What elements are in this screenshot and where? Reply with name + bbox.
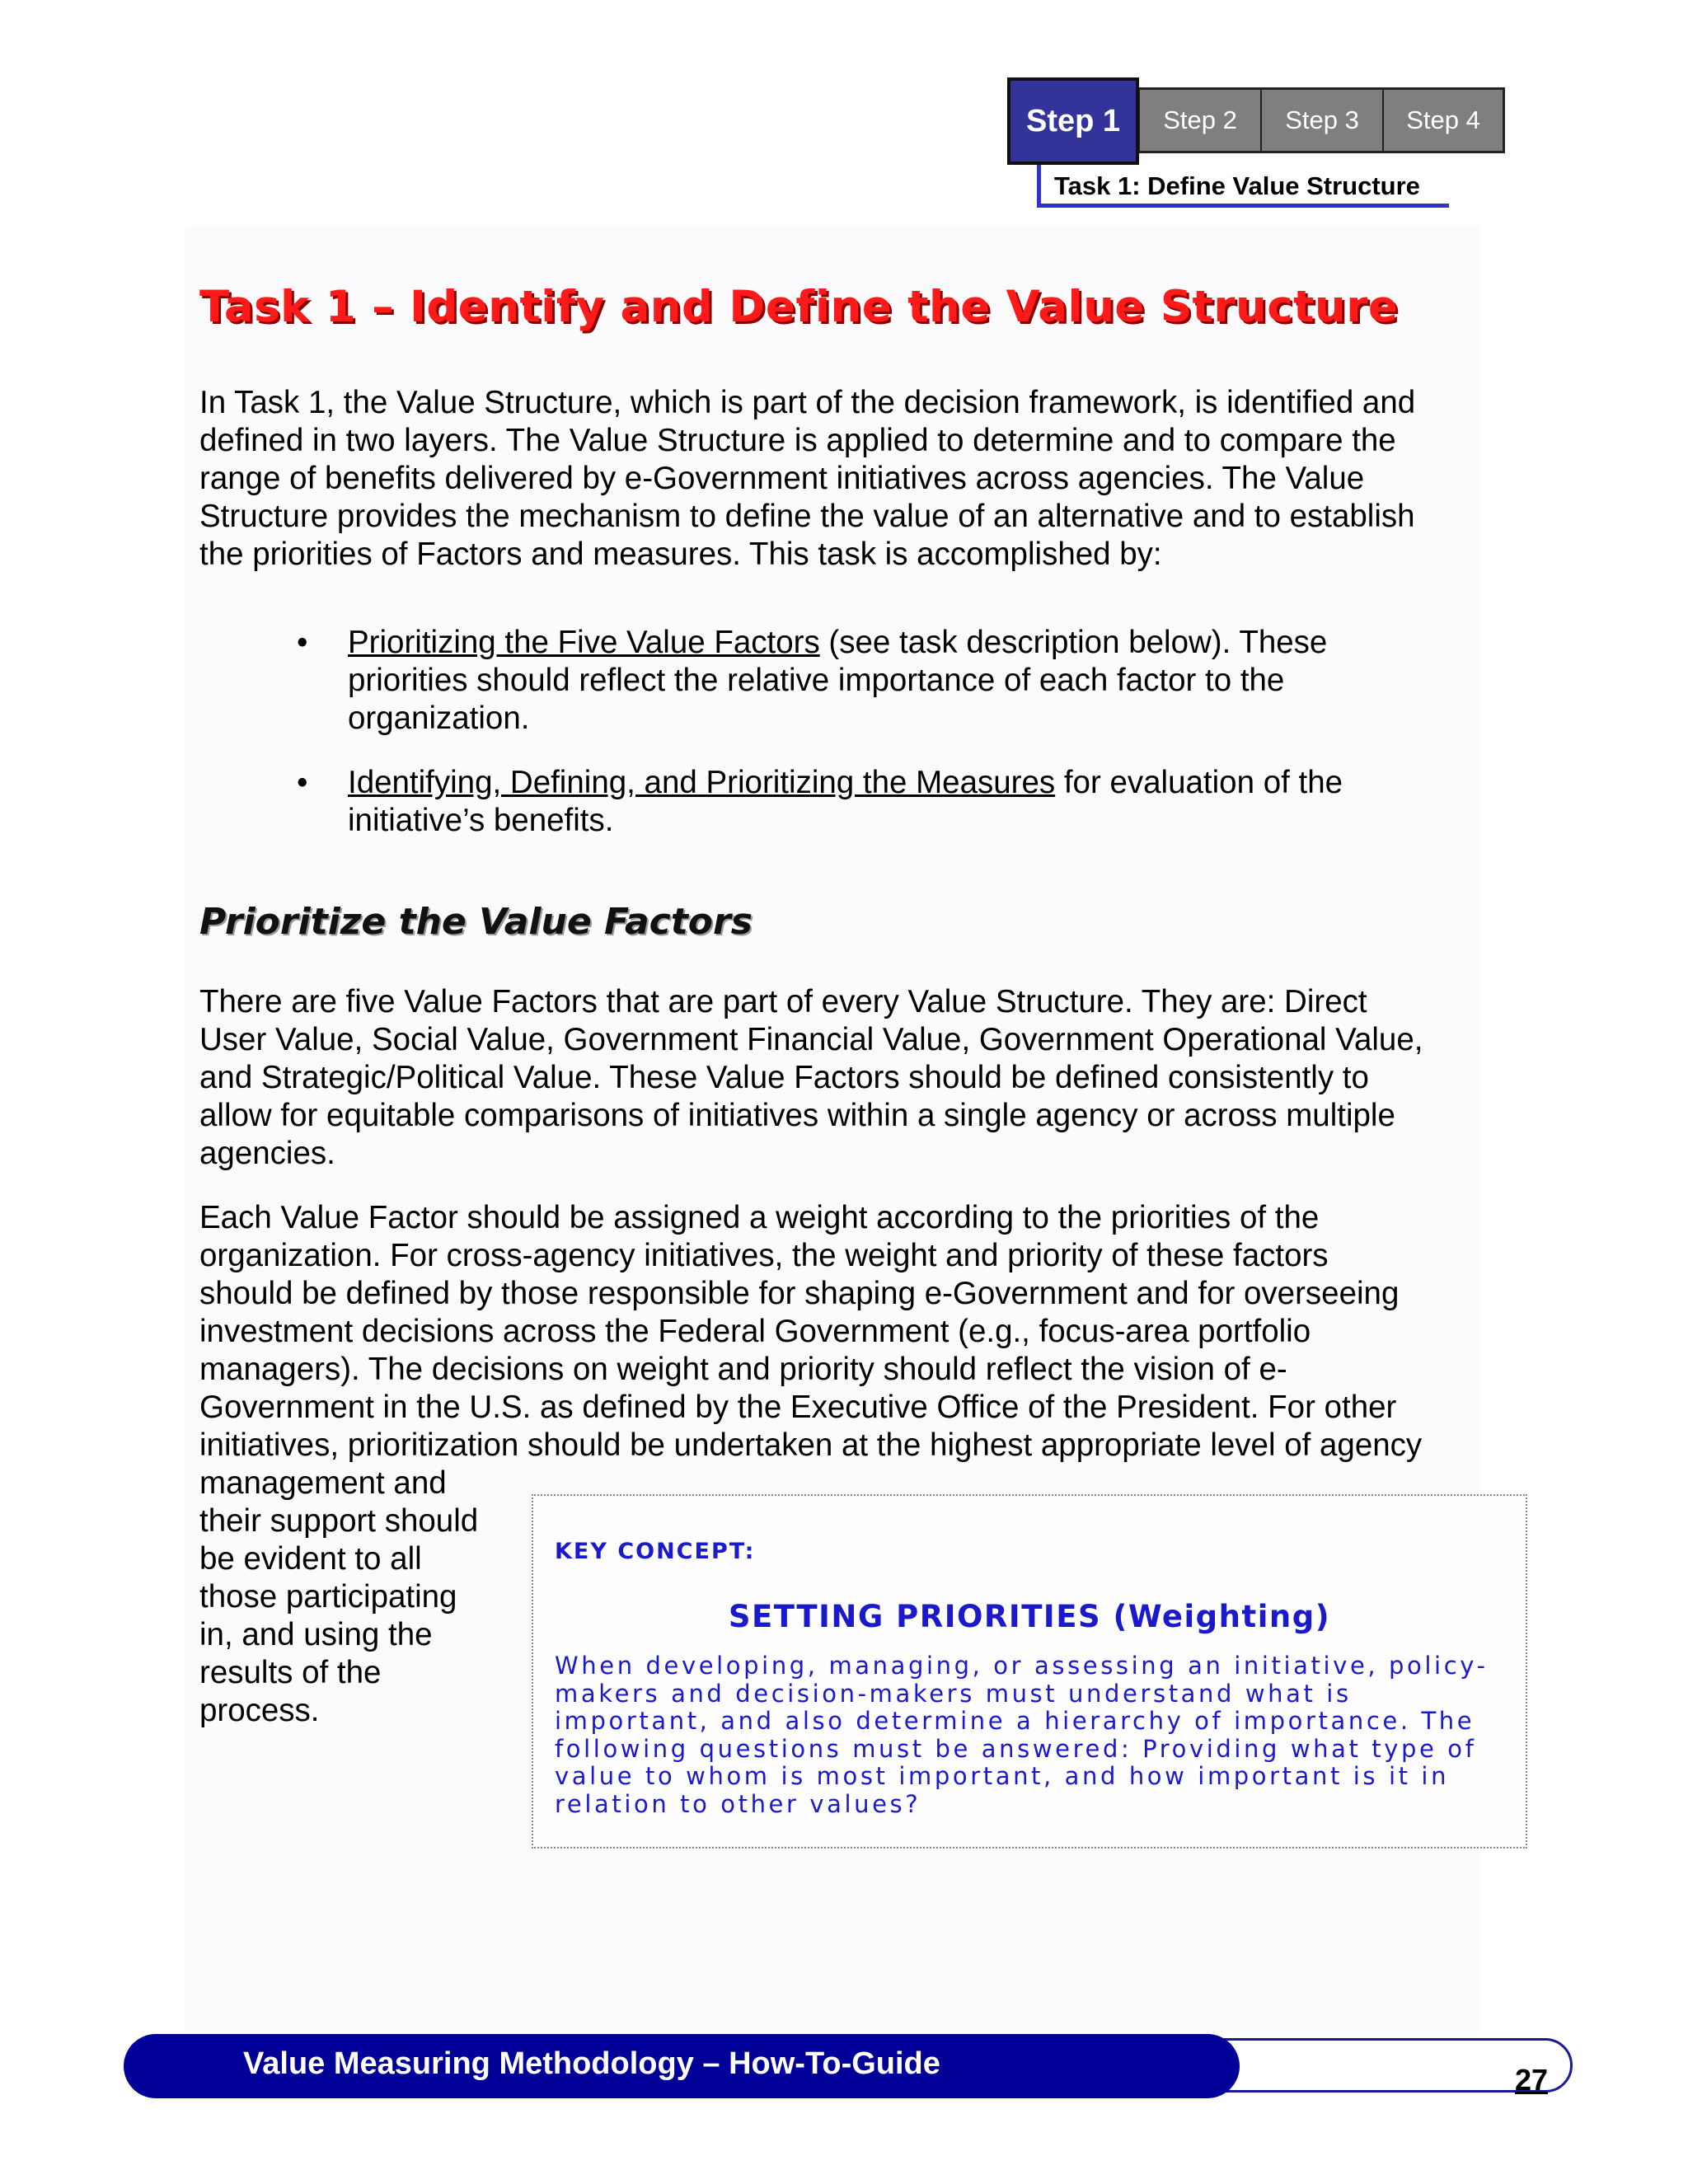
page-number: 27 bbox=[1515, 2063, 1549, 2097]
text-line: Government in the U.S. as defined by the Executive Office of the President. For other bbox=[199, 1390, 1397, 1425]
text-line: management and bbox=[199, 1465, 447, 1501]
text-line: the priorities of Factors and measures. This task is accomplished by: bbox=[199, 537, 1162, 572]
text-line: In Task 1, the Value Structure, which is part of the decision framework, is identified and bbox=[199, 385, 1416, 420]
text-line: initiatives, prioritization should be undertaken at the highest appropriate level of agency bbox=[199, 1427, 1423, 1463]
step-navigation bbox=[1007, 77, 1505, 165]
task-title: Task 1 – Identify and Define the Value Structure bbox=[199, 282, 1399, 332]
text-line: managers). The decisions on weight and priority should reflect the vision of e- bbox=[199, 1352, 1287, 1387]
text-line: User Value, Social Value, Government Financial Value, Government Operational Value, bbox=[199, 1022, 1423, 1057]
task-tab-label: Task 1: Define Value Structure bbox=[1037, 165, 1449, 208]
text-line: makers and decision-makers must understand what is bbox=[555, 1679, 1352, 1708]
step-4-tab[interactable]: Step 4 bbox=[1383, 87, 1505, 153]
text-line: agencies. bbox=[199, 1136, 335, 1171]
key-concept-label: KEY CONCEPT: bbox=[555, 1539, 756, 1564]
text-line: investment decisions across the Federal Government (e.g., focus-area portfolio bbox=[199, 1314, 1311, 1349]
text-line: their support should bbox=[199, 1503, 479, 1539]
key-concept-box bbox=[532, 1494, 1527, 1849]
section-title: Prioritize the Value Factors bbox=[199, 901, 753, 943]
value-factors-paragraph bbox=[199, 983, 1423, 1173]
step-3-tab[interactable]: Step 3 bbox=[1261, 87, 1383, 153]
prioritize-measures-link[interactable]: Identifying, Defining, and Prioritizing the Measures bbox=[348, 765, 1056, 800]
bullet-text: organization. bbox=[348, 701, 530, 736]
text-line: following questions must be answered: Providing what type of bbox=[555, 1734, 1477, 1763]
bullet-dot-icon: • bbox=[297, 625, 308, 660]
list-item bbox=[297, 764, 1418, 840]
text-line: allow for equitable comparisons of initiatives within a single agency or across multiple bbox=[199, 1098, 1395, 1133]
step-1-tab[interactable]: Step 1 bbox=[1007, 77, 1139, 165]
bullet-text: initiative’s benefits. bbox=[348, 803, 614, 838]
text-line: those participating bbox=[199, 1579, 457, 1615]
text-line: value to whom is most important, and how important is it in bbox=[555, 1762, 1450, 1790]
text-line: defined in two layers. The Value Structure is applied to determine and to compare the bbox=[199, 423, 1396, 458]
footer-title: Value Measuring Methodology – How-To-Guide bbox=[243, 2046, 940, 2081]
text-line: organization. For cross-agency initiatives, the weight and priority of these factors bbox=[199, 1238, 1329, 1273]
weighting-paragraph bbox=[199, 1199, 1422, 1465]
prioritize-factors-link[interactable]: Prioritizing the Five Value Factors bbox=[348, 625, 820, 660]
text-line: Structure provides the mechanism to define the value of an alternative and to establish bbox=[199, 499, 1415, 534]
bullet-dot-icon: • bbox=[297, 765, 308, 800]
text-line: relation to other values? bbox=[555, 1789, 921, 1818]
task-bullet-list bbox=[297, 624, 1418, 866]
intro-paragraph bbox=[199, 384, 1415, 574]
text-line: When developing, managing, or assessing an initiative, policy- bbox=[555, 1652, 1489, 1680]
text-line: range of benefits delivered by e-Government initiatives across agencies. The Value bbox=[199, 461, 1365, 496]
text-line: Each Value Factor should be assigned a weight according to the priorities of the bbox=[199, 1200, 1320, 1235]
text-line: and Strategic/Political Value. These Value Factors should be defined consistently to bbox=[199, 1060, 1369, 1095]
bullet-text: priorities should reflect the relative importance of each factor to the bbox=[348, 663, 1285, 698]
text-line: should be defined by those responsible for shaping e-Government and for overseeing bbox=[199, 1276, 1400, 1311]
weighting-paragraph-continued bbox=[199, 1465, 513, 1730]
text-line: important, and also determine a hierarchy of importance. The bbox=[555, 1707, 1475, 1735]
list-item bbox=[297, 624, 1418, 738]
text-line: process. bbox=[199, 1693, 320, 1728]
text-line: be evident to all bbox=[199, 1541, 422, 1577]
key-concept-body bbox=[555, 1652, 1511, 1818]
text-line: results of the bbox=[199, 1655, 382, 1690]
bullet-text: (see task description below). These bbox=[819, 625, 1328, 660]
step-2-tab[interactable]: Step 2 bbox=[1139, 87, 1261, 153]
bullet-text: for evaluation of the bbox=[1055, 765, 1343, 800]
text-line: in, and using the bbox=[199, 1617, 433, 1652]
key-concept-heading: SETTING PRIORITIES (Weighting) bbox=[728, 1599, 1331, 1634]
text-line: There are five Value Factors that are part of every Value Structure. They are: Direct bbox=[199, 984, 1367, 1019]
